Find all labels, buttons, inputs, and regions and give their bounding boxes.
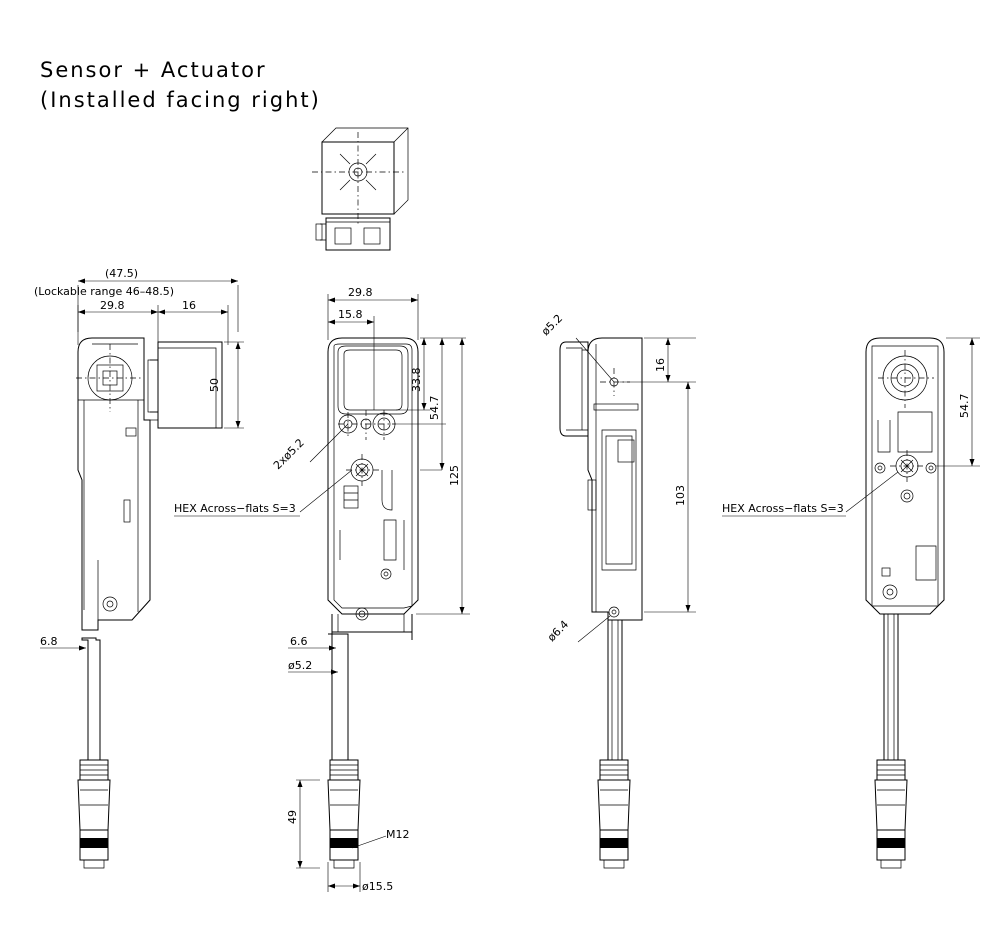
dim-v2-thread: M12: [386, 828, 410, 841]
dim-v4-height: 54.7: [958, 393, 971, 418]
dim-v3-hole2: ø6.4: [544, 617, 572, 645]
view-1-left-side: [34, 267, 244, 868]
dim-v2-width2: 15.8: [338, 308, 363, 321]
dim-v1-width2: 16: [182, 299, 196, 312]
dim-v2-h1: 33.8: [410, 367, 423, 392]
dim-lockable-paren: (47.5): [105, 267, 139, 280]
dim-v2-conn-dia: ø15.5: [362, 880, 394, 893]
dim-v2-width: 29.8: [348, 286, 373, 299]
dim-v2-cable2: ø5.2: [288, 659, 313, 672]
dim-v3-h1: 16: [654, 358, 667, 372]
top-view: [312, 128, 408, 250]
dim-v3-h2: 103: [674, 485, 687, 506]
dim-v2-conn-height: 49: [286, 810, 299, 824]
dim-v2-h2: 54.7: [428, 395, 441, 420]
dim-v2-holes: 2xø5.2: [270, 436, 307, 473]
dim-v4-hex: HEX Across−flats S=3: [722, 502, 844, 515]
dim-v2-h3: 125: [448, 465, 461, 486]
view-4-rear: [722, 338, 980, 868]
dim-v1-cable: 6.8: [40, 635, 58, 648]
dim-v2-cable1: 6.6: [290, 635, 308, 648]
title-line-2: (Installed facing right): [40, 88, 321, 112]
dim-v1-width: 29.8: [100, 299, 125, 312]
dim-v1-height: 50: [208, 378, 221, 392]
view-2-front: [174, 286, 470, 893]
dim-v3-hole: ø5.2: [538, 311, 566, 339]
dim-v2-hex: HEX Across−flats S=3: [174, 502, 296, 515]
view-3-right-side: [539, 312, 696, 868]
title-line-1: Sensor + Actuator: [40, 58, 267, 82]
dim-lockable-range: (Lockable range 46–48.5): [34, 285, 174, 298]
